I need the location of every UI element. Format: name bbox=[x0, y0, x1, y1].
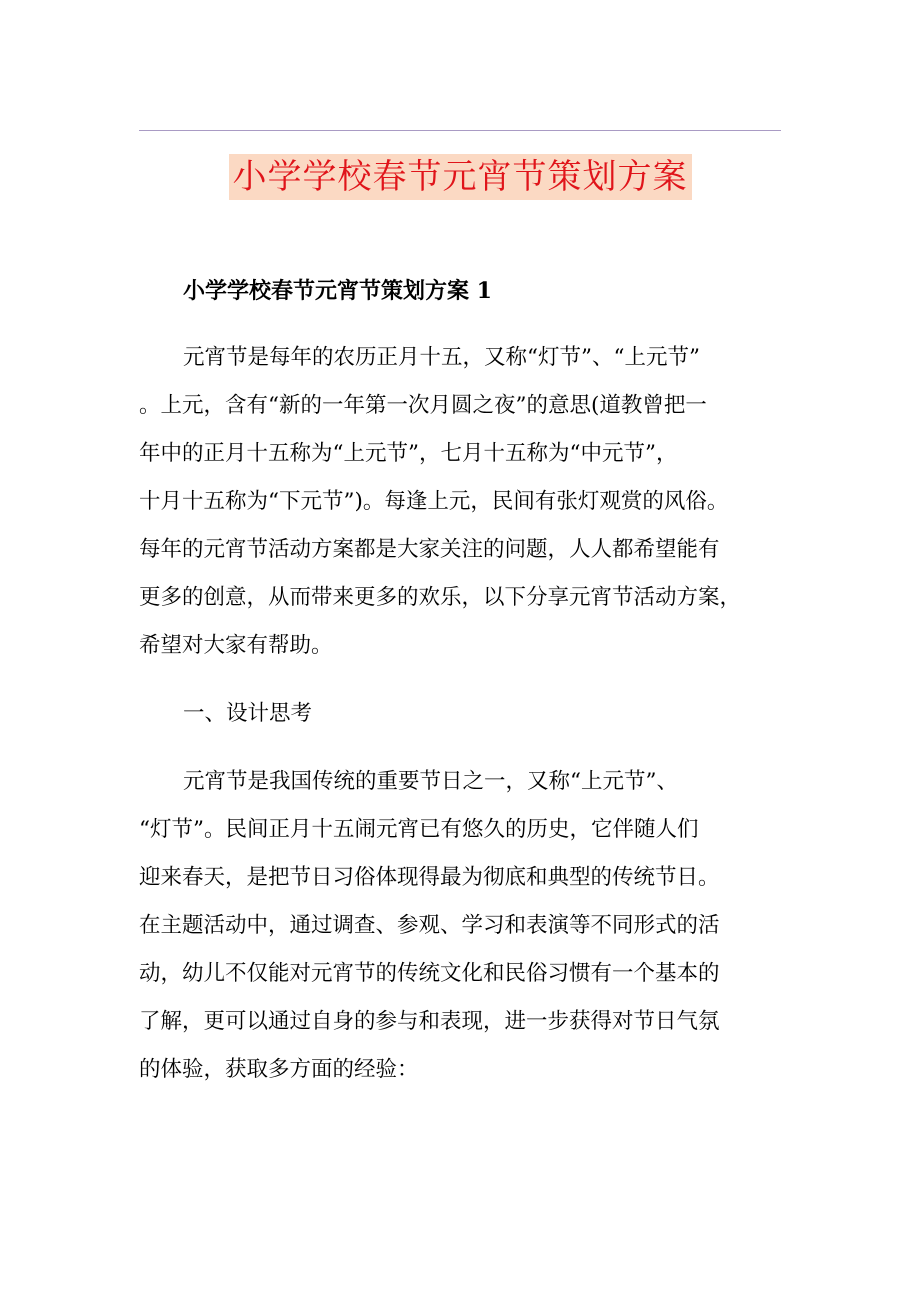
paragraph-line: 更多的创意，从而带来更多的欢乐，以下分享元宵节活动方案， bbox=[139, 585, 742, 610]
paragraph-line: 了解，更可以通过自身的参与和表现，进一步获得对节日气氛 bbox=[139, 1009, 720, 1034]
paragraph-line: 元宵节是每年的农历正月十五，又称“灯节”、“上元节” bbox=[183, 345, 700, 370]
paragraph-line: 十月十五称为“下元节”)。每逢上元，民间有张灯观赏的风俗。 bbox=[139, 489, 729, 514]
paragraph-line: 年中的正月十五称为“上元节”，七月十五称为“中元节”， bbox=[139, 441, 678, 466]
paragraph-line: 迎来春天，是把节日习俗体现得最为彻底和典型的传统节日。 bbox=[139, 865, 720, 890]
document-title: 小学学校春节元宵节策划方案 bbox=[229, 154, 692, 200]
paragraph-line: “灯节”。民间正月十五闹元宵已有悠久的历史，它伴随人们 bbox=[139, 817, 699, 842]
subheading-paragraph bbox=[139, 690, 799, 738]
spacer bbox=[139, 738, 799, 758]
section-heading: 小学学校春节元宵节策划方案 1 bbox=[183, 278, 492, 304]
spacer bbox=[139, 314, 799, 334]
paragraph-line: 元宵节是我国传统的重要节日之一，又称“上元节”、 bbox=[183, 769, 678, 794]
paragraph-line: 。上元，含有“新的一年第一次月圆之夜”的意思(道教曾把一 bbox=[139, 393, 707, 418]
paragraph-line: 每年的元宵节活动方案都是大家关注的问题，人人都希望能有 bbox=[139, 537, 720, 562]
header-rule bbox=[139, 130, 781, 131]
paragraph-line: 在主题活动中，通过调查、参观、学习和表演等不同形式的活 bbox=[139, 913, 720, 938]
paragraph-line: 希望对大家有帮助。 bbox=[139, 633, 333, 658]
body-paragraph bbox=[139, 758, 799, 1094]
spacer bbox=[139, 670, 799, 690]
intro-paragraph bbox=[139, 334, 799, 670]
title-container bbox=[0, 154, 920, 200]
document-body bbox=[139, 268, 799, 1094]
paragraph-line: 的体验，获取多方面的经验： bbox=[139, 1057, 419, 1082]
paragraph-line: 动，幼儿不仅能对元宵节的传统文化和民俗习惯有一个基本的 bbox=[139, 961, 720, 986]
subheading: 一、设计思考 bbox=[183, 701, 313, 726]
